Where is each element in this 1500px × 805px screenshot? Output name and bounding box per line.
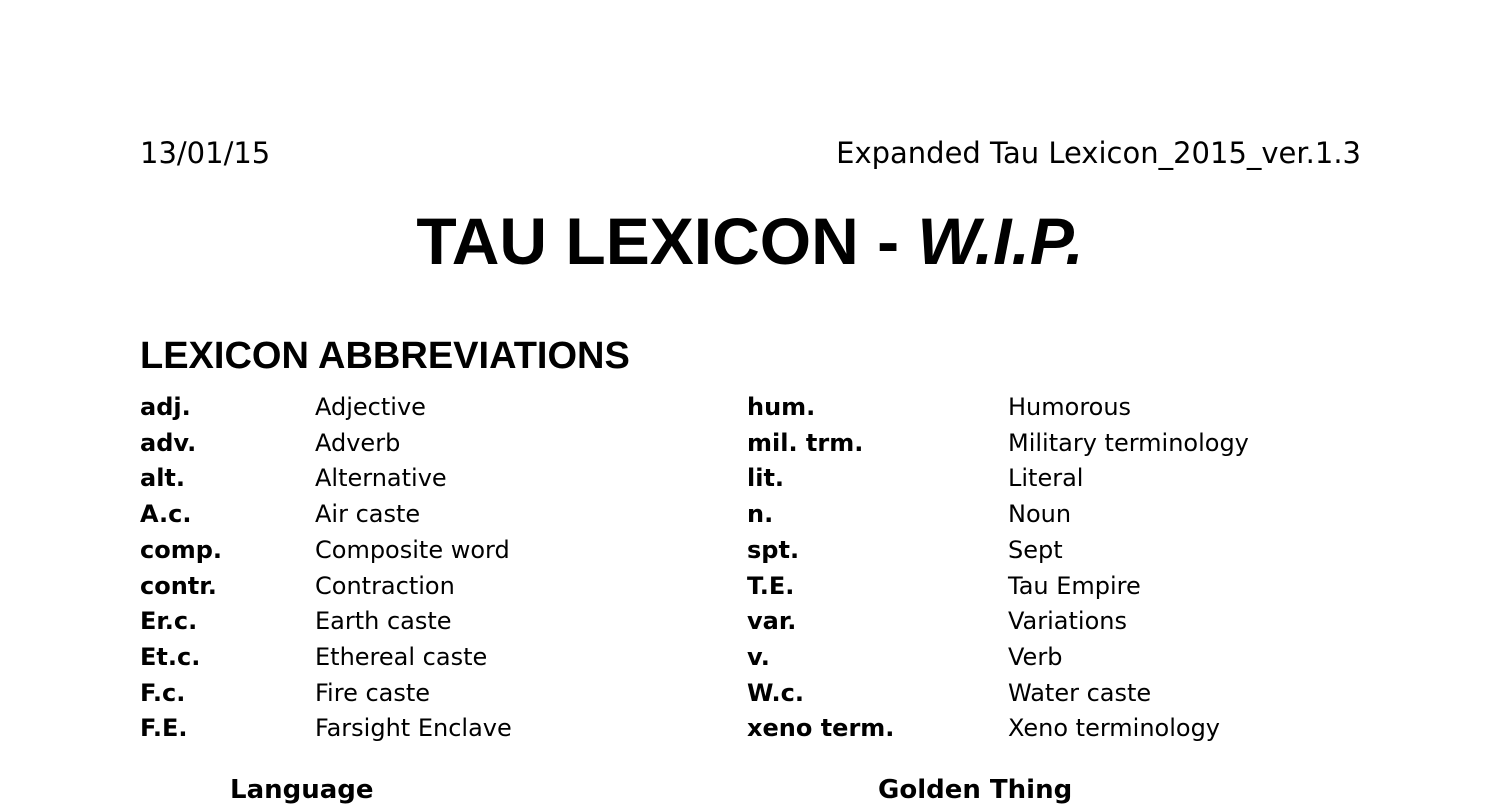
abbreviation-row	[140, 426, 720, 462]
abbreviation-row	[747, 533, 1367, 569]
abbr-term: adj.	[140, 393, 191, 421]
abbreviation-row	[140, 676, 720, 712]
abbr-meaning: Noun	[1008, 500, 1072, 529]
document-date: 13/01/15	[140, 136, 271, 170]
abbreviation-row	[140, 390, 720, 426]
abbr-meaning: Contraction	[315, 571, 455, 600]
abbr-term: F.E.	[140, 714, 188, 743]
partial-heading-left: Language	[230, 775, 374, 805]
abbr-meaning: Adverb	[315, 428, 401, 457]
abbreviation-row	[140, 569, 720, 605]
abbr-term: var.	[747, 607, 797, 636]
abbr-term: mil. trm.	[747, 428, 864, 457]
abbreviations-column-left	[140, 390, 720, 747]
abbr-term: n.	[747, 500, 774, 529]
abbr-term: F.c.	[140, 678, 186, 707]
abbr-term: xeno term.	[747, 714, 895, 743]
abbr-meaning: Composite word	[315, 535, 510, 564]
page-title	[0, 204, 1500, 278]
abbr-meaning: Military terminology	[1008, 428, 1249, 457]
abbreviation-row	[140, 711, 720, 747]
abbr-term: comp.	[140, 535, 223, 564]
document-header	[140, 138, 1361, 170]
abbreviation-row	[140, 640, 720, 676]
abbr-meaning: Adjective	[315, 393, 426, 421]
abbr-meaning: Variations	[1008, 607, 1127, 636]
abbreviation-row	[140, 604, 720, 640]
page-title-wip: W.I.P.	[917, 204, 1084, 278]
abbr-meaning: Air caste	[315, 500, 421, 529]
abbreviation-row	[747, 640, 1367, 676]
abbr-term: A.c.	[140, 500, 192, 529]
abbr-term: lit.	[747, 464, 785, 493]
abbr-term: hum.	[747, 393, 816, 421]
abbr-meaning: Verb	[1008, 642, 1063, 671]
abbreviation-row	[140, 533, 720, 569]
abbreviation-row	[747, 461, 1367, 497]
abbr-term: T.E.	[747, 571, 795, 600]
abbreviation-row	[140, 461, 720, 497]
abbr-meaning: Xeno terminology	[1008, 714, 1221, 743]
abbr-term: v.	[747, 642, 770, 671]
document-version-label: Expanded Tau Lexicon_2015_ver.1.3	[836, 136, 1361, 170]
abbreviation-row	[747, 497, 1367, 533]
abbr-meaning: Farsight Enclave	[315, 714, 512, 743]
abbr-meaning: Ethereal caste	[315, 642, 488, 671]
abbr-meaning: Water caste	[1008, 678, 1152, 707]
page-title-regular: TAU LEXICON -	[416, 204, 918, 278]
abbr-term: contr.	[140, 571, 217, 600]
abbreviation-row	[140, 497, 720, 533]
abbr-term: Et.c.	[140, 642, 201, 671]
abbr-term: Er.c.	[140, 607, 198, 636]
abbr-term: W.c.	[747, 678, 804, 707]
abbr-meaning: Earth caste	[315, 607, 452, 636]
abbr-meaning: Alternative	[315, 464, 447, 493]
abbr-meaning: Tau Empire	[1008, 571, 1141, 600]
abbreviation-row	[747, 426, 1367, 462]
abbr-term: adv.	[140, 428, 197, 457]
section-heading-lexicon-abbreviations: LEXICON ABBREVIATIONS	[140, 335, 630, 377]
abbr-meaning: Literal	[1008, 464, 1084, 493]
abbr-meaning: Fire caste	[315, 678, 431, 707]
abbreviation-row	[747, 676, 1367, 712]
abbreviation-row	[747, 569, 1367, 605]
abbr-meaning: Humorous	[1008, 393, 1132, 421]
abbreviations-column-right	[747, 390, 1367, 747]
partial-heading-right: Golden Thing	[878, 775, 1073, 805]
abbr-meaning: Sept	[1008, 535, 1063, 564]
abbreviation-row	[747, 604, 1367, 640]
abbreviation-row	[747, 711, 1367, 747]
abbr-term: spt.	[747, 535, 800, 564]
abbr-term: alt.	[140, 464, 186, 493]
abbreviation-row	[747, 390, 1367, 426]
